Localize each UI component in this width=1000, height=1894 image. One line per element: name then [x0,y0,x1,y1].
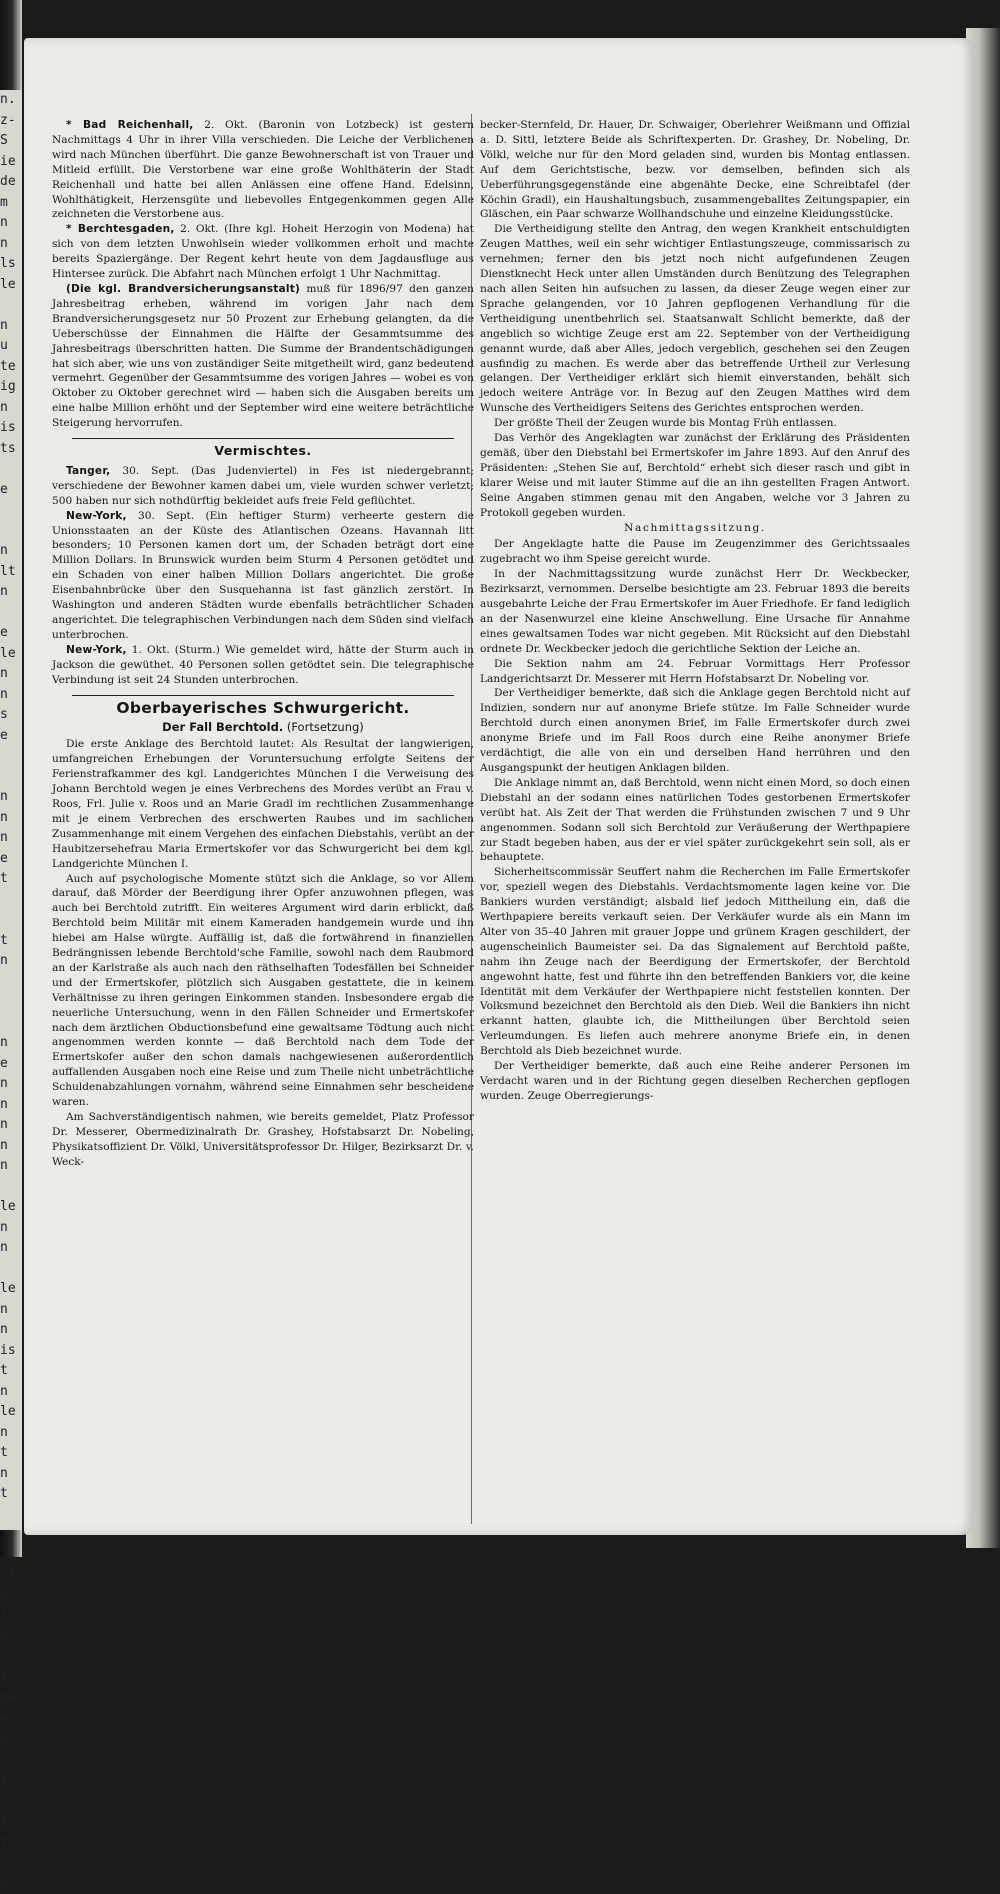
adjacent-page-fragments: n. z- S ie de m n n ls le n u te ig n is ts e n lt n e le n n s e n n n e t t n n e n n n n n le n n le n n is t n le n t n t rt n t n s de e n e t t S [0,90,22,1530]
article-paragraph: Am Sachverständigentisch nahmen, wie bereits gemeldet, Platz Professor Dr. Messerer, Obermedizinalrath Dr. Grashey, Hofstabsarzt Dr. Nobeling, Physikatsoffizient Dr. Völkl, Universitätsprofessor Dr. Hilger, Bezirksarzt Dr. v. Weck- [52,1111,474,1168]
article-paragraph: Auch auf psychologische Momente stützt sich die Anklage, so vor Allem darauf, daß Mörder der Beerdigung ihrer Opfer anzuwohnen pflegen, was auch bei Berchtold zutrifft. Ein weiteres Argument wird darin erblickt, daß Berchtold beim Militär mit einem Kameraden handgemein wurde und ihn hiebei am Halse würgte. Auffällig ist, daß die fortwährend in finanziellen Bedrängnissen lebende Berchtold'sche Familie, sowohl nach dem Raubmord an der Karlstraße als auch nach den räthselhaften Todesfällen bei Schneider und der Ermertskofer, plötzlich sich Ausgaben gestattete, die in keinem Verhältnisse zu ihren geringen Einkommen standen. Insbesondere ergab die neuerliche Untersuchung, wenn in den Fällen Schneider und Ermertskofer nach dem ärztlichen Obductionsbefund eine gewaltsame Tödtung auch nicht angenommen werden konnte — daß Berchtold nach dem Tode der Ermertskofer außer den schon damals nachgewiesenen außerordentlich auffallenden Ausgaben noch eine Reise und zum Theile nicht unbeträchtliche Schuldenabzahlungen vornahm, während seine Einnahmen sehr bescheidene waren. [52,872,474,1109]
subheading-note: (Fortsetzung) [283,720,364,735]
news-item-berchtesgaden [52,222,474,282]
article-paragraph: Die erste Anklage des Berchtold lautet: Als Resultat der langwierigen, umfangreichen Erhebungen der Voruntersuchung erfolgte Seitens der Ferienstrafkammer des kgl. Landgerichtes München I die Verweisung des Johann Berchtold wegen je eines Verbrechens des Mordes verübt an Frau v. Roos, Frl. Julie v. Roos und an Marie Gradl im rechtlichen Zusammenhange mit je einem Verbrechen des erschwerten Raubes und im sachlichen Zusammenhange mit einem Vergehen des einfachen Diebstahls, verübt an der Haubitzersehefrau Maria Ermertskofer vor das Schwurgericht bei dem kgl. Landgerichte München I. [52,738,474,870]
item-text: muß für 1896/97 den ganzen Jahresbeitrag erheben, während im vorigen Jahr nach dem Brandversicherungsgesetz nur 50 Prozent zur Erhebung gelangten, da die Ueberschüsse der Einnahmen die Hälfte der Gesammtsumme des Jahresbeitrags überschritten hatten. Die Summe der Brandentschädigungen hat sich aber, wie uns von zuständiger Seite mitgetheilt wird, ganz bedeutend vermehrt. Gegenüber der Gesammtsumme des vorigen Jahres — wobei es von Oktober zu Oktober gerechnet wird — haben sich die Ausgaben bereits um eine halbe Million erhöht und der September wird eine weitere beträchtliche Steigerung hervorrufen. [52,282,474,430]
item-text: 1. Okt. (Sturm.) Wie gemeldet wird, hätte der Sturm auch in Jackson die gewüthet. 40 Personen sollen getödtet sein. Die telegraphische Verbindung ist seit 24 Stunden unterbrochen. [52,643,474,686]
article-paragraph: Der Angeklagte hatte die Pause im Zeugenzimmer des Gerichtssaales zugebracht wo ihm Speise gereicht wurde. [480,538,910,566]
item-text: 2. Okt. (Ihre kgl. Hoheit Herzogin von Modena) hat sich von dem letzten Unwohlsein wieder vollkommen erholt und machte bereits Spaziergänge. Der Regent kehrt heute von dem Jagdausfluge aus Hintersee zurück. Die Abfahrt nach München erfolgt 1 Uhr Nachmittag. [52,223,474,281]
session-heading: Nachmittagssitzung. [624,522,766,535]
news-item-tanger [52,464,474,509]
news-item-brandversicherung [52,282,474,431]
article-paragraph: becker-Sternfeld, Dr. Hauer, Dr. Schwaiger, Oberlehrer Weißmann und Offizial a. D. Sittl, letztere Beide als Schriftexperten. Dr. Grashey, Dr. Nobeling, Dr. Völkl, welche nur für den Mord geladen sind, wurden bis Montag entlassen. Auf dem Gerichtstische, bezw. vor demselben, befinden sich als Ueberführungsgegenstände eine abgenähte Decke, eine Schreibtafel (der Köchin Gradl), ein Haushaltungsbuch, zusammengeballtes Zeitungspapier, ein Gläschen, ein Paar schwarze Wollhandschuhe und einzelne Kleidungsstücke. [480,119,910,221]
article-subheading [52,720,474,735]
left-column [52,118,474,1170]
article-paragraph: Das Verhör des Angeklagten war zunächst der Erklärung des Präsidenten gemäß, über den Diebstahl bei Ermertskofer im Jahre 1893. Auf den Anruf des Präsidenten: „Stehen Sie auf, Berchtold“ erhebt sich dieser rasch und gibt in klarer Weise und mit lauter Stimme auf die an ihn gestellten Fragen Antwort. Seine Angaben stimmen genau mit den Angaben, welche vor 3 Jahren zu Protokoll gegeben wurden. [480,432,910,519]
article-paragraph: Die Vertheidigung stellte den Antrag, den wegen Krankheit entschuldigten Zeugen Matthes, weil ein sehr wichtiger Entlastungszeuge, commissarisch zu vernehmen; ferner den bis jetzt noch nicht aufgefundenen Zeugen Dienstknecht Heck unter allen Umständen durch Benützung des Telegraphen nach allen Seiten hin aufsuchen zu lassen, da dieser Zeuge wegen einer zur Sprache gelangenden, vor 10 Jahren gepflogenen Verhandlung für die Vertheidigung unentbehrlich sei. Staatsanwalt Schlicht bemerkte, daß der angeblich so wichtige Zeuge erst am 22. September von der Vertheidigung genannt wurde, daß aber Alles, jedoch vergeblich, geschehen sei den Zeugen ausfindig zu machen. Es werde aber das betreffende Urtheil zur Verlesung gelangen. Der Vertheidiger erklärt sich hiemit einverstanden, behält sich jedoch weitere Anträge vor. In Bezug auf den Zeugen Matthes wird dem Wunsche des Vertheidigers Seitens des Gerichtes entsprochen werden. [480,223,910,415]
section-heading-vermischtes: Vermischtes. [214,443,312,459]
item-lead: Tanger, [66,464,111,477]
item-lead: New-York, [66,509,127,522]
article-paragraph: Der Vertheidiger bemerkte, daß sich die Anklage gegen Berchtold nicht auf Indizien, sondern nur auf anonyme Briefe stütze. Im Falle Schneider wurde Berchtold durch einen anonymen Brief, im Falle Ermertskofer durch zwei anonyme Briefe und im Fall Roos durch eine Reihe anonymer Briefe verdächtigt, die alle von ein und derselben Hand herrühren und den Ausgangspunkt der heutigen Anklagen bilden. [480,687,910,774]
subheading-title: Der Fall Berchtold. [162,720,284,735]
newspaper-page [24,38,974,1535]
item-lead: (Die kgl. Brandversicherungsanstalt) [66,282,301,295]
news-item-newyork-2 [52,643,474,688]
article-paragraph: Sicherheitscommissär Seuffert nahm die Recherchen im Falle Ermertskofer vor, speziell wegen des Diebstahls. Verdachtsmomente lagen keine vor. Die Bankiers wurden verständigt; alsbald lief jedoch Mittheilung ein, daß die Werthpapiere bereits verkauft seien. Der Verkäufer wurde als ein Mann im Alter von 35–40 Jahren mit grauer Joppe und grünem Kragen geschildert, der augenscheinlich Baumeister sei. Da das Signalement auf Berchtold paßte, nahm ihn Zeuge nach der Beerdigung der Ermertskofer, der Berchtold angewohnt hatte, fest und führte ihn den betreffenden Bankiers vor, die keine Identität mit dem Verkäufer der Werthpapiere nicht feststellen konnten. Der Volksmund bezeichnet den Berchtold als den Dieb. Weil die Bankiers ihn nicht erkannt hatten, glaubte ich, die Mittheilungen über Berchtold seien Verleumdungen. Es liefen auch mehrere anonyme Briefe ein, in denen Berchtold als Dieb bezeichnet wurde. [480,866,910,1058]
section-heading-schwurgericht: Oberbayerisches Schwurgericht. [116,698,410,717]
article-paragraph: Die Anklage nimmt an, daß Berchtold, wenn nicht einen Mord, so doch einen Diebstahl an der sodann eines natürlichen Todes gestorbenen Ermertskofer verübt hat. Als Zeit der That werden die Frühstunden zwischen 7 und 9 Uhr angenommen. Sodann soll sich Berchtold zur Veräußerung der Werthpapiere zur Stadt begeben haben, aus der er viel später zurückgekehrt sein soll, als er behauptete. [480,776,910,864]
article-paragraph: Der Vertheidiger bemerkte, daß auch eine Reihe anderer Personen im Verdacht waren und in der Richtung gegen dieselben Recherchen gepflogen wurden. Zeuge Oberregierungs- [480,1060,910,1102]
article-paragraph: In der Nachmittagssitzung wurde zunächst Herr Dr. Weckbecker, Bezirksarzt, vernommen. Derselbe besichtigte am 23. Februar 1893 die bereits ausgebahrte Leiche der Frau Ermertskofer im Auer Friedhofe. Er fand lediglich an der Nasenwurzel eine kleine Anschwellung. Eine Ursache für Annahme eines gewaltsamen Todes war nicht gegeben. Mit Rücksicht auf den Diebstahl ordnete Dr. Weckbecker jedoch die gerichtliche Sektion der Leiche an. [480,568,910,655]
item-lead: * Bad Reichenhall, [66,119,194,131]
item-lead: * Berchtesgaden, [66,223,175,236]
section-rule [72,695,454,696]
news-item-newyork-1 [52,509,474,643]
section-rule [72,438,454,439]
article-paragraph: Die Sektion nahm am 24. Februar Vormittags Herr Professor Landgerichtsarzt Dr. Messerer mit Herrn Hofstabsarzt Dr. Nobeling vor. [480,657,910,685]
item-text: 30. Sept. (Das Judenviertel) in Fes ist niedergebrannt; verschiedene der Bewohner kamen dabei um, viele wurden schwer verletzt; 500 haben nur sich nothdürftig bekleidet aufs freie Feld geflüchtet. [52,464,474,507]
item-text: 30. Sept. (Ein heftiger Sturm) verheerte gestern die Unionsstaaten an der Küste des Atlantischen Ozeans. Havannah litt besonders; 10 Personen kamen dort um, der Schaden beträgt dort eine Million Dollars. In Brunswick wurden beim Sturm 4 Personen getödtet und ein Schaden von einer halben Million Dollars angerichtet. Die große Eisenbahnbrücke über den Susquehanna ist fast gänzlich zerstört. In Washington und anderen Städten wurde ebenfalls beträchtlicher Schaden angerichtet. Die telegraphischen Verbindungen nach dem Süden sind vielfach unterbrochen. [52,509,474,641]
right-column [480,118,910,1104]
item-text: 2. Okt. (Baronin von Lotzbeck) ist gestern Nachmittags 4 Uhr in ihrer Villa verschieden. Die Leiche der Verblichenen wird nach München überführt. Die ganze Bewohnerschaft ist von Trauer und Mitleid erfüllt. Die Verstorbene war eine große Wohlthäterin der Stadt Reichenhall und hatte bei allen Anlässen eine offene Hand. Edelsinn, Wohlthätigkeit, Herzensgüte und liebevolles Entgegenkommen gegen Alle zeichneten die Verstorbene aus. [52,119,474,221]
item-lead: New-York, [66,643,127,656]
news-item-reichenhall [52,118,474,222]
article-paragraph: Der größte Theil der Zeugen wurde bis Montag Früh entlassen. [494,417,837,430]
